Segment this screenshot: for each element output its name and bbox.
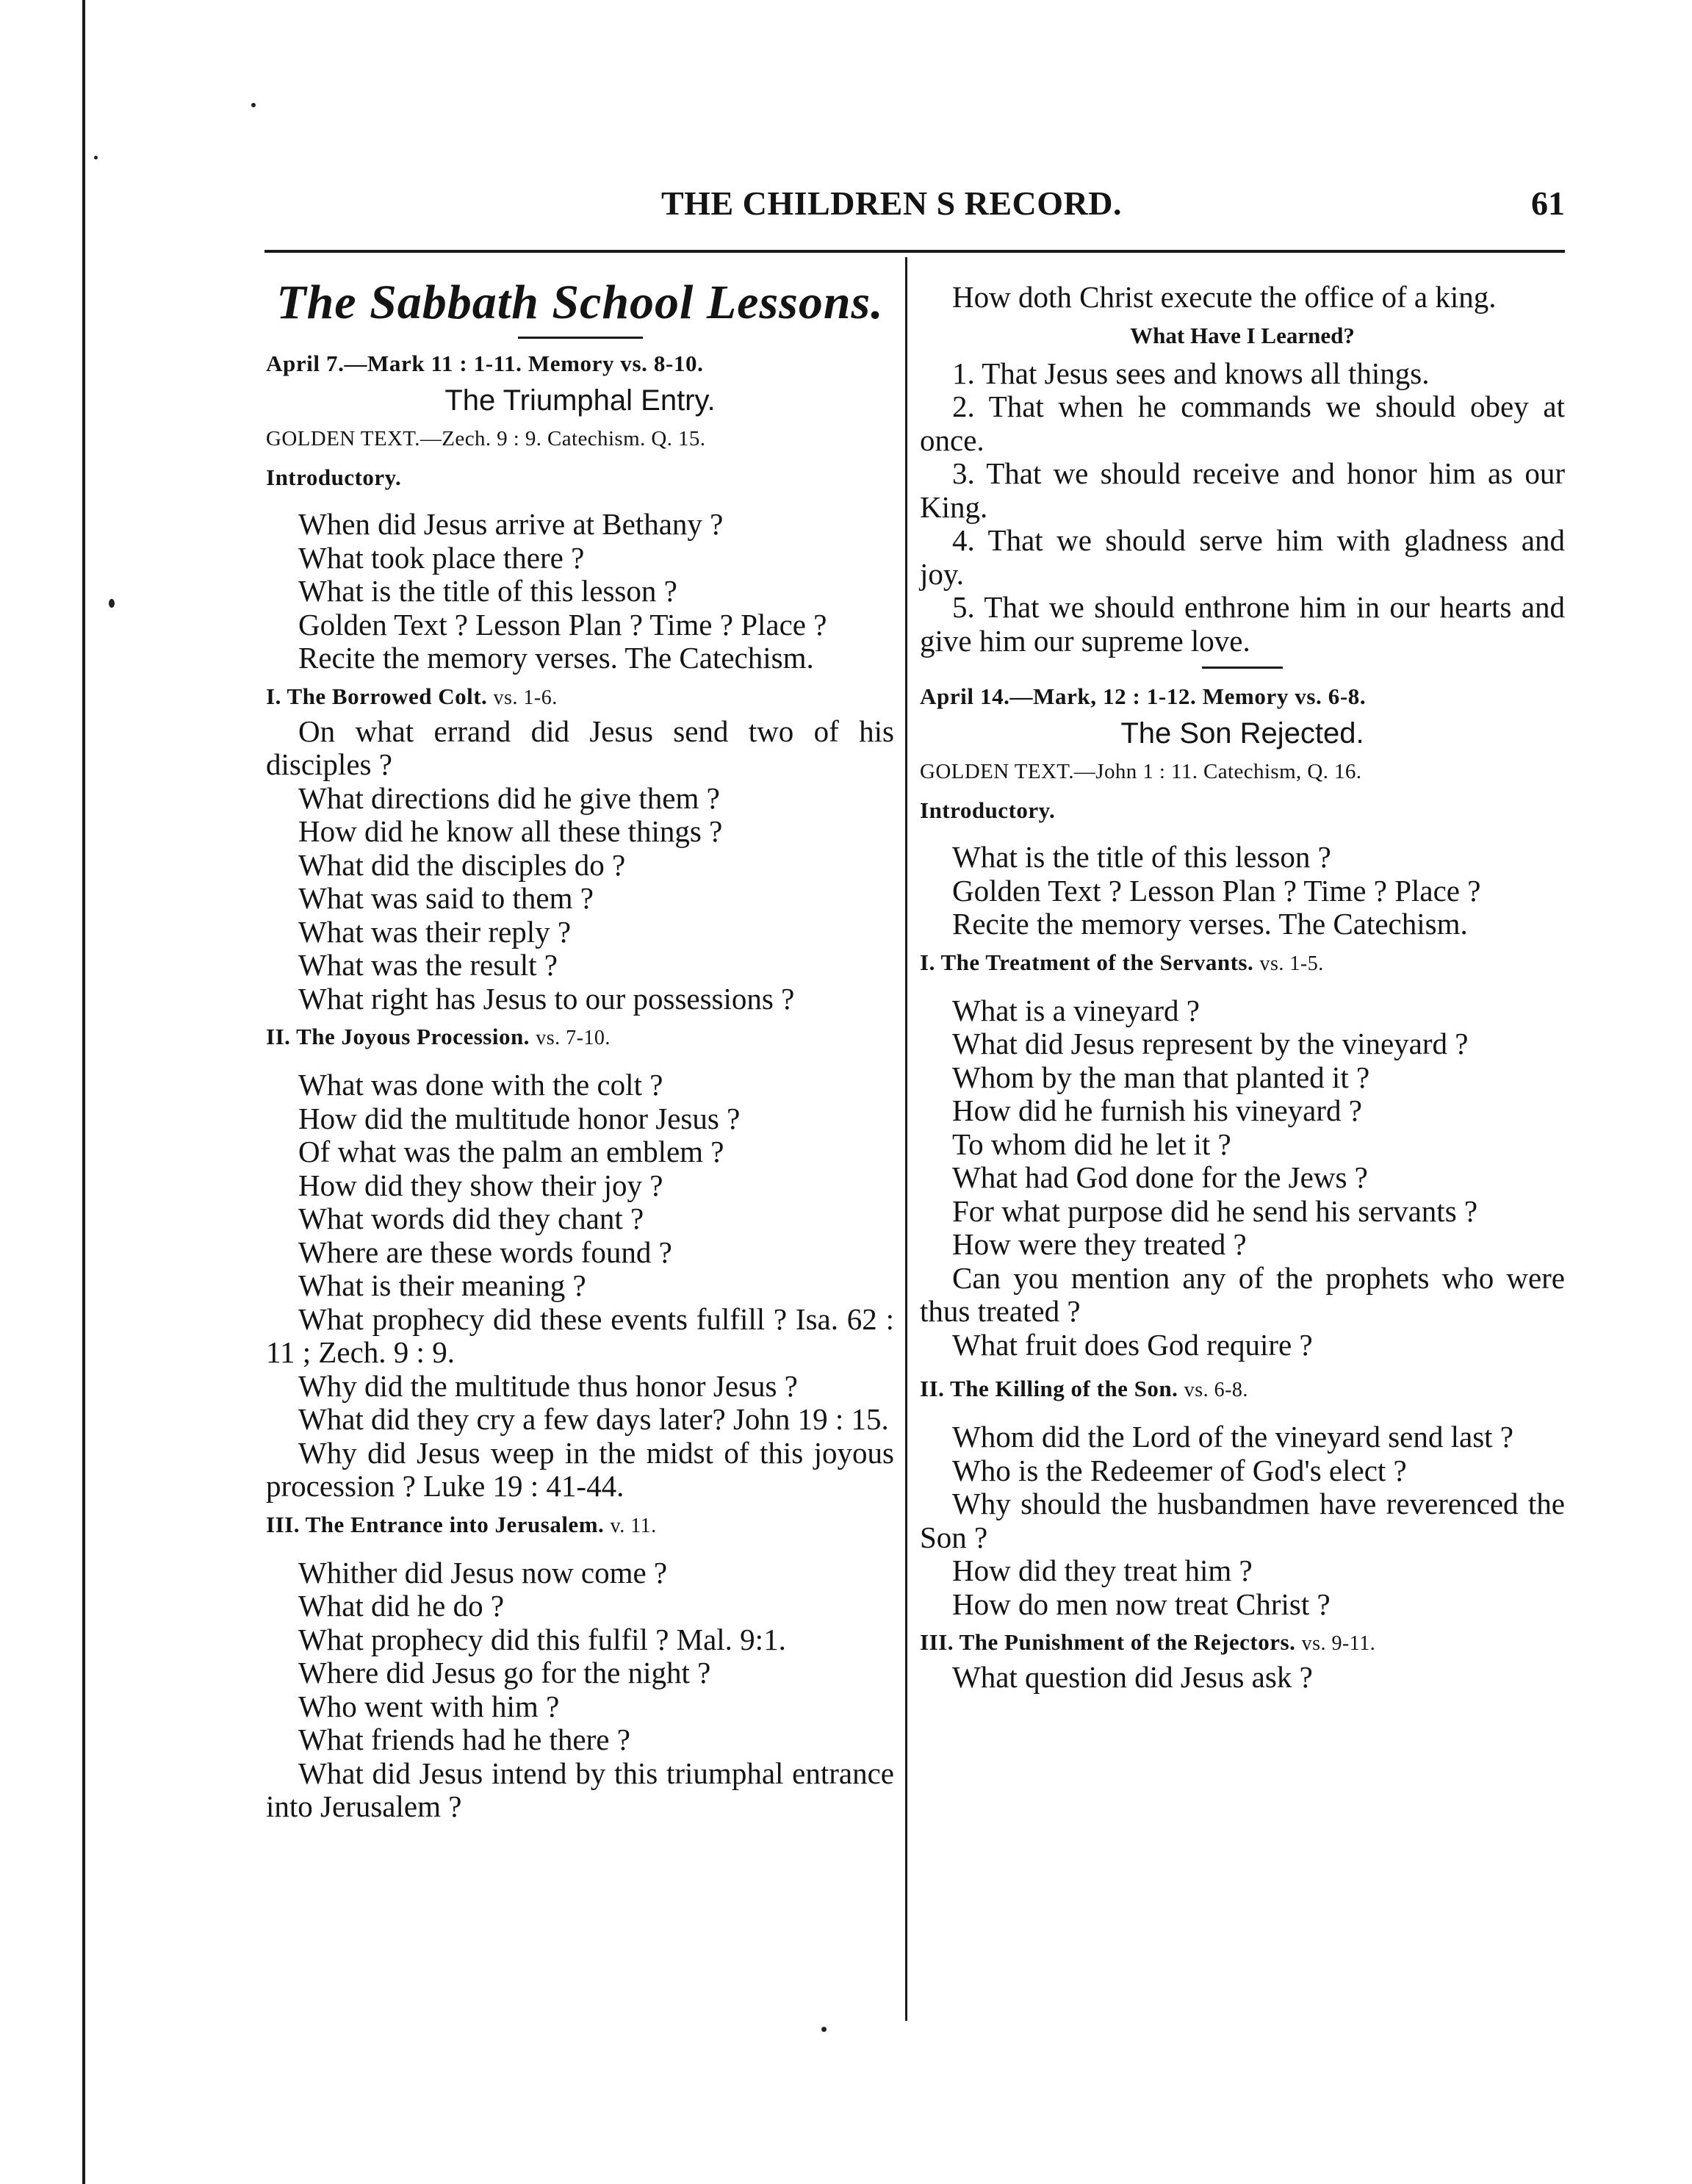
lesson-point: 5. That we should enthrone him in our hearts and give him our supreme love. bbox=[920, 590, 1565, 658]
question: Recite the memory verses. The Catechism. bbox=[952, 907, 1468, 941]
question: What words did they chant ? bbox=[298, 1201, 644, 1235]
section-title: III. The Entrance into Jerusalem. bbox=[266, 1511, 605, 1537]
section-heading: What Have I Learned? bbox=[1130, 322, 1355, 348]
section-heading bbox=[266, 680, 894, 715]
question: What is a vineyard ? bbox=[952, 993, 1200, 1027]
section-title: I. The Borrowed Colt. bbox=[266, 683, 488, 709]
page-speck bbox=[821, 2027, 827, 2032]
lesson-point: 3. That we should receive and honor him as our King. bbox=[920, 456, 1565, 524]
binding-edge-line bbox=[82, 0, 85, 2184]
section-heading bbox=[920, 1626, 1565, 1661]
question: What did the disciples do ? bbox=[298, 847, 626, 882]
section-heading: Introductory. bbox=[266, 464, 402, 490]
question: For what purpose did he send his servants ? bbox=[952, 1193, 1478, 1228]
question: What did Jesus intend by this triumphal entrance into Jerusalem ? bbox=[266, 1756, 894, 1823]
section-heading bbox=[920, 946, 1565, 981]
question: What fruit does God require ? bbox=[952, 1327, 1313, 1362]
running-header bbox=[264, 184, 1565, 235]
question: Who went with him ? bbox=[298, 1689, 560, 1723]
verse-range: vs. 9-11. bbox=[1301, 1632, 1376, 1655]
question: Of what was the palm an emblem ? bbox=[298, 1135, 724, 1168]
short-rule bbox=[1202, 667, 1283, 669]
question: How did they show their joy ? bbox=[298, 1168, 663, 1202]
page-speck bbox=[94, 156, 98, 159]
page-speck bbox=[109, 599, 115, 608]
section-heading bbox=[266, 1508, 894, 1543]
question: What was the result ? bbox=[298, 948, 558, 982]
question: Golden Text ? Lesson Plan ? Time ? Place ? bbox=[298, 607, 827, 642]
lesson-point: 2. That when he commands we should obey at once. bbox=[920, 389, 1565, 457]
lesson-point: 1. That Jesus sees and knows all things. bbox=[952, 356, 1430, 390]
question: What did Jesus represent by the vineyard ? bbox=[952, 1027, 1469, 1060]
lesson-reference: April 14.—Mark, 12 : 1-12. Memory vs. 6-8. bbox=[920, 683, 1367, 709]
question: Whom by the man that planted it ? bbox=[952, 1060, 1370, 1094]
lesson-point: 4. That we should serve him with gladness and joy. bbox=[920, 523, 1565, 591]
question: Who is the Redeemer of God's elect ? bbox=[952, 1453, 1407, 1487]
section-heading bbox=[920, 1372, 1565, 1407]
question: What friends had he there ? bbox=[298, 1723, 630, 1756]
question: What took place there ? bbox=[298, 540, 585, 575]
section-title: I. The Treatment of the Servants. bbox=[920, 949, 1254, 975]
question: Where are these words found ? bbox=[298, 1235, 672, 1269]
question: What is the title of this lesson ? bbox=[298, 574, 677, 608]
question: How did the multitude honor Jesus ? bbox=[298, 1101, 741, 1135]
verse-range: vs. 1-5. bbox=[1259, 952, 1324, 975]
question: Whither did Jesus now come ? bbox=[298, 1555, 668, 1589]
section-title: III. The Punishment of the Rejectors. bbox=[920, 1629, 1296, 1655]
verse-range: vs. 6-8. bbox=[1184, 1379, 1248, 1401]
question: Why should the husbandmen have reverenced the Son ? bbox=[920, 1487, 1565, 1554]
question: How did they treat him ? bbox=[952, 1553, 1253, 1587]
question: Golden Text ? Lesson Plan ? Time ? Place ? bbox=[952, 873, 1481, 908]
question: What is their meaning ? bbox=[298, 1268, 586, 1302]
question: Whom did the Lord of the vineyard send last ? bbox=[952, 1420, 1513, 1454]
question: Can you mention any of the prophets who were thus treated ? bbox=[920, 1260, 1565, 1328]
lesson-reference: April 7.—Mark 11 : 1-11. Memory vs. 8-10. bbox=[266, 351, 704, 376]
question: On what errand did Jesus send two of his disciples ? bbox=[266, 714, 894, 781]
section-title: II. The Joyous Procession. bbox=[266, 1024, 530, 1049]
question: To whom did he let it ? bbox=[952, 1127, 1231, 1161]
section-heading: Introductory. bbox=[920, 797, 1056, 823]
question: What is the title of this lesson ? bbox=[952, 840, 1331, 874]
question: What had God done for the Jews ? bbox=[952, 1160, 1368, 1194]
question: What was said to them ? bbox=[298, 881, 594, 915]
section-heading bbox=[266, 1020, 894, 1055]
question: How doth Christ execute the office of a king. bbox=[952, 280, 1497, 314]
question: What was their reply ? bbox=[298, 914, 572, 949]
question: How do men now treat Christ ? bbox=[952, 1587, 1331, 1621]
short-rule bbox=[518, 337, 643, 339]
question: Recite the memory verses. The Catechism. bbox=[298, 641, 814, 675]
page-speck bbox=[251, 103, 256, 107]
question: What directions did he give them ? bbox=[298, 780, 720, 815]
question: How did he know all these things ? bbox=[298, 814, 723, 848]
verse-range: vs. 1-6. bbox=[493, 686, 558, 709]
section-title: II. The Killing of the Son. bbox=[920, 1376, 1178, 1401]
question: Where did Jesus go for the night ? bbox=[298, 1656, 711, 1689]
right-column bbox=[920, 262, 1565, 1695]
question: What prophecy did this fulfil ? Mal. 9:1. bbox=[298, 1622, 786, 1656]
lesson-title: The Triumphal Entry. bbox=[444, 384, 716, 417]
header-rule bbox=[264, 250, 1565, 253]
question: When did Jesus arrive at Bethany ? bbox=[298, 507, 724, 541]
question: What question did Jesus ask ? bbox=[952, 1660, 1313, 1694]
golden-text: GOLDEN TEXT.—Zech. 9 : 9. Catechism. Q. 15. bbox=[266, 427, 706, 450]
verse-range: vs. 7-10. bbox=[536, 1027, 611, 1049]
question: What did he do ? bbox=[298, 1589, 505, 1623]
question: How did he furnish his vineyard ? bbox=[952, 1093, 1362, 1127]
question: What was done with the colt ? bbox=[298, 1068, 663, 1102]
left-column bbox=[266, 262, 894, 1824]
question: What right has Jesus to our possessions ? bbox=[298, 981, 795, 1016]
question: What did they cry a few days later? John 19 : 15. bbox=[298, 1402, 889, 1436]
question: What prophecy did these events fulfill ? Isa. 62 : 11 ; Zech. 9 : 9. bbox=[266, 1301, 894, 1369]
page-number: 61 bbox=[1531, 184, 1565, 222]
question: Why did the multitude thus honor Jesus ? bbox=[298, 1368, 798, 1403]
column-divider bbox=[905, 257, 907, 2021]
golden-text: GOLDEN TEXT.—John 1 : 11. Catechism, Q. 16. bbox=[920, 760, 1362, 783]
question: How were they treated ? bbox=[952, 1227, 1247, 1261]
lesson-title: The Son Rejected. bbox=[1120, 717, 1364, 750]
question: Why did Jesus weep in the midst of this joyous procession ? Luke 19 : 41-44. bbox=[266, 1435, 894, 1503]
verse-range: v. 11. bbox=[610, 1514, 657, 1537]
masthead: The Sabbath School Lessons. bbox=[276, 276, 884, 329]
page-title: THE CHILDREN S RECORD. bbox=[661, 184, 1122, 222]
